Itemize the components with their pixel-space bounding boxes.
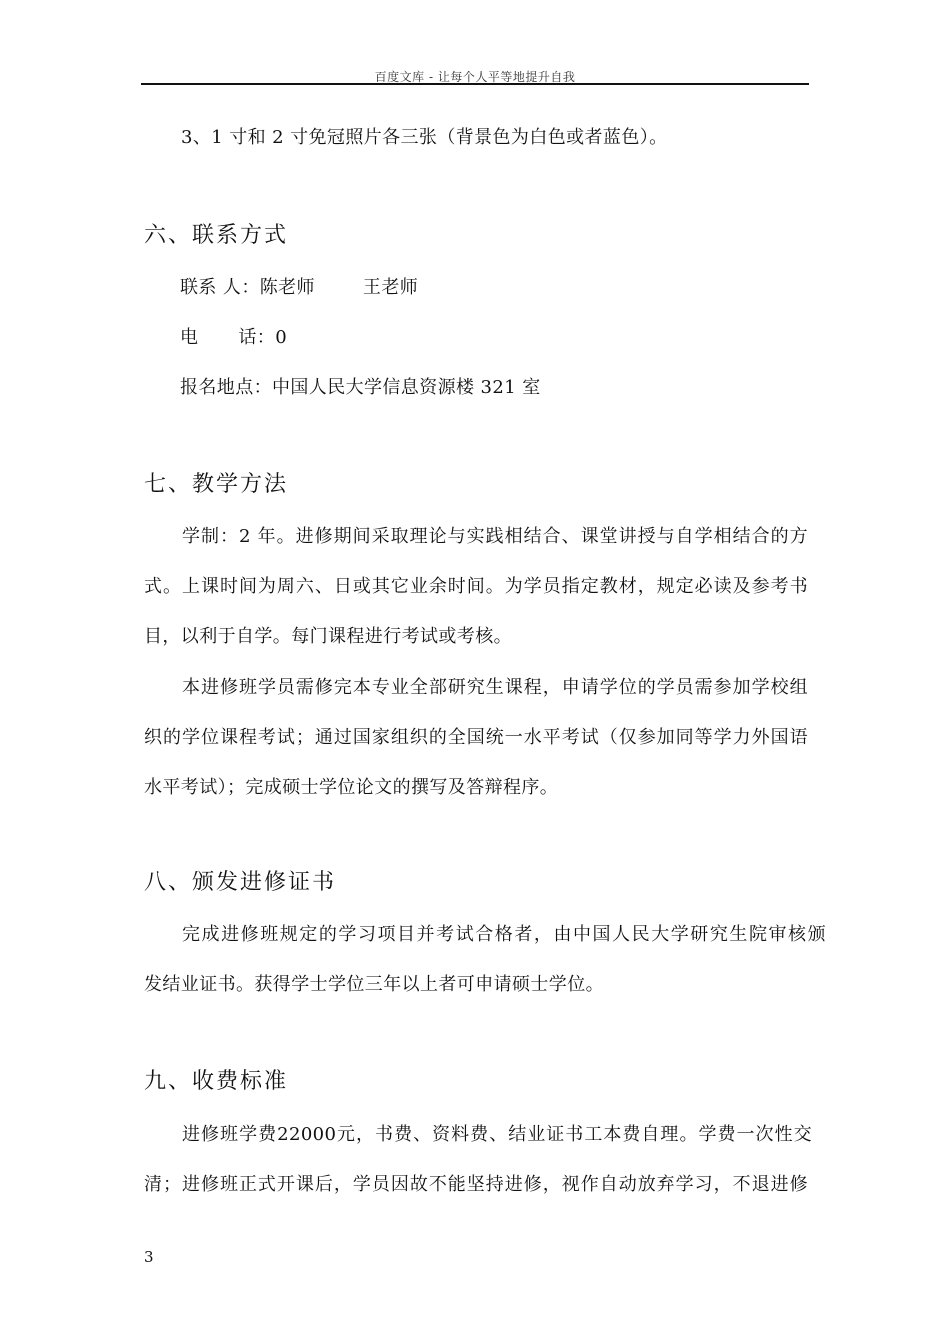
section-heading-teaching-method: 七、教学方法: [144, 472, 289, 497]
teaching-paragraph-2-line-1: 本进修班学员需修完本专业全部研究生课程，申请学位的学员需参加学校组: [182, 677, 808, 698]
section-heading-fees: 九、收费标准: [144, 1069, 289, 1094]
page-number: 3: [144, 1248, 154, 1266]
fees-paragraph-line-1: 进修班学费22000元，书费、资料费、结业证书工本费自理。学费一次性交: [182, 1124, 812, 1145]
contact-phone: [180, 326, 287, 350]
contact-person: [180, 276, 418, 300]
contact-person-secondary: 王老师: [362, 277, 419, 298]
teaching-paragraph-2-line-2: 织的学位课程考试；通过国家组织的全国统一水平考试（仅参加同等学力外国语: [144, 727, 808, 748]
fees-paragraph-line-2: 清；进修班正式开课后，学员因故不能坚持进修，视作自动放弃学习，不退进修: [144, 1174, 808, 1195]
teaching-paragraph-1-line-3: 目，以利于自学。每门课程进行考试或考核。: [144, 626, 512, 647]
teaching-paragraph-1-line-1: 学制：2 年。进修期间采取理论与实践相结合、课堂讲授与自学相结合的方: [182, 526, 808, 547]
registration-location: 报名地点：中国人民大学信息资源楼 321 室: [180, 377, 541, 398]
teaching-paragraph-1-line-2: 式。上课时间为周六、日或其它业余时间。为学员指定教材，规定必读及参考书: [144, 576, 808, 597]
section-heading-contact: 六、联系方式: [144, 223, 289, 248]
contact-person-primary: 联系 人：陈老师: [180, 277, 315, 298]
section-heading-certificate: 八、颁发进修证书: [144, 870, 337, 895]
phone-label-first: 电: [180, 327, 199, 348]
certificate-paragraph-line-2: 发结业证书。获得学士学位三年以上者可申请硕士学位。: [144, 974, 604, 995]
header-text: 百度文库 - 让每个人平等地提升自我: [374, 70, 576, 84]
header-rule: [141, 83, 809, 85]
phone-label-value: 话：0: [238, 327, 288, 348]
teaching-paragraph-2-line-3: 水平考试）；完成硕士学位论文的撰写及答辩程序。: [144, 777, 559, 798]
certificate-paragraph-line-1: 完成进修班规定的学习项目并考试合格者，由中国人民大学研究生院审核颁: [182, 924, 826, 945]
required-materials-item-3: 3、1 寸和 2 寸免冠照片各三张（背景色为白色或者蓝色）。: [181, 127, 668, 148]
